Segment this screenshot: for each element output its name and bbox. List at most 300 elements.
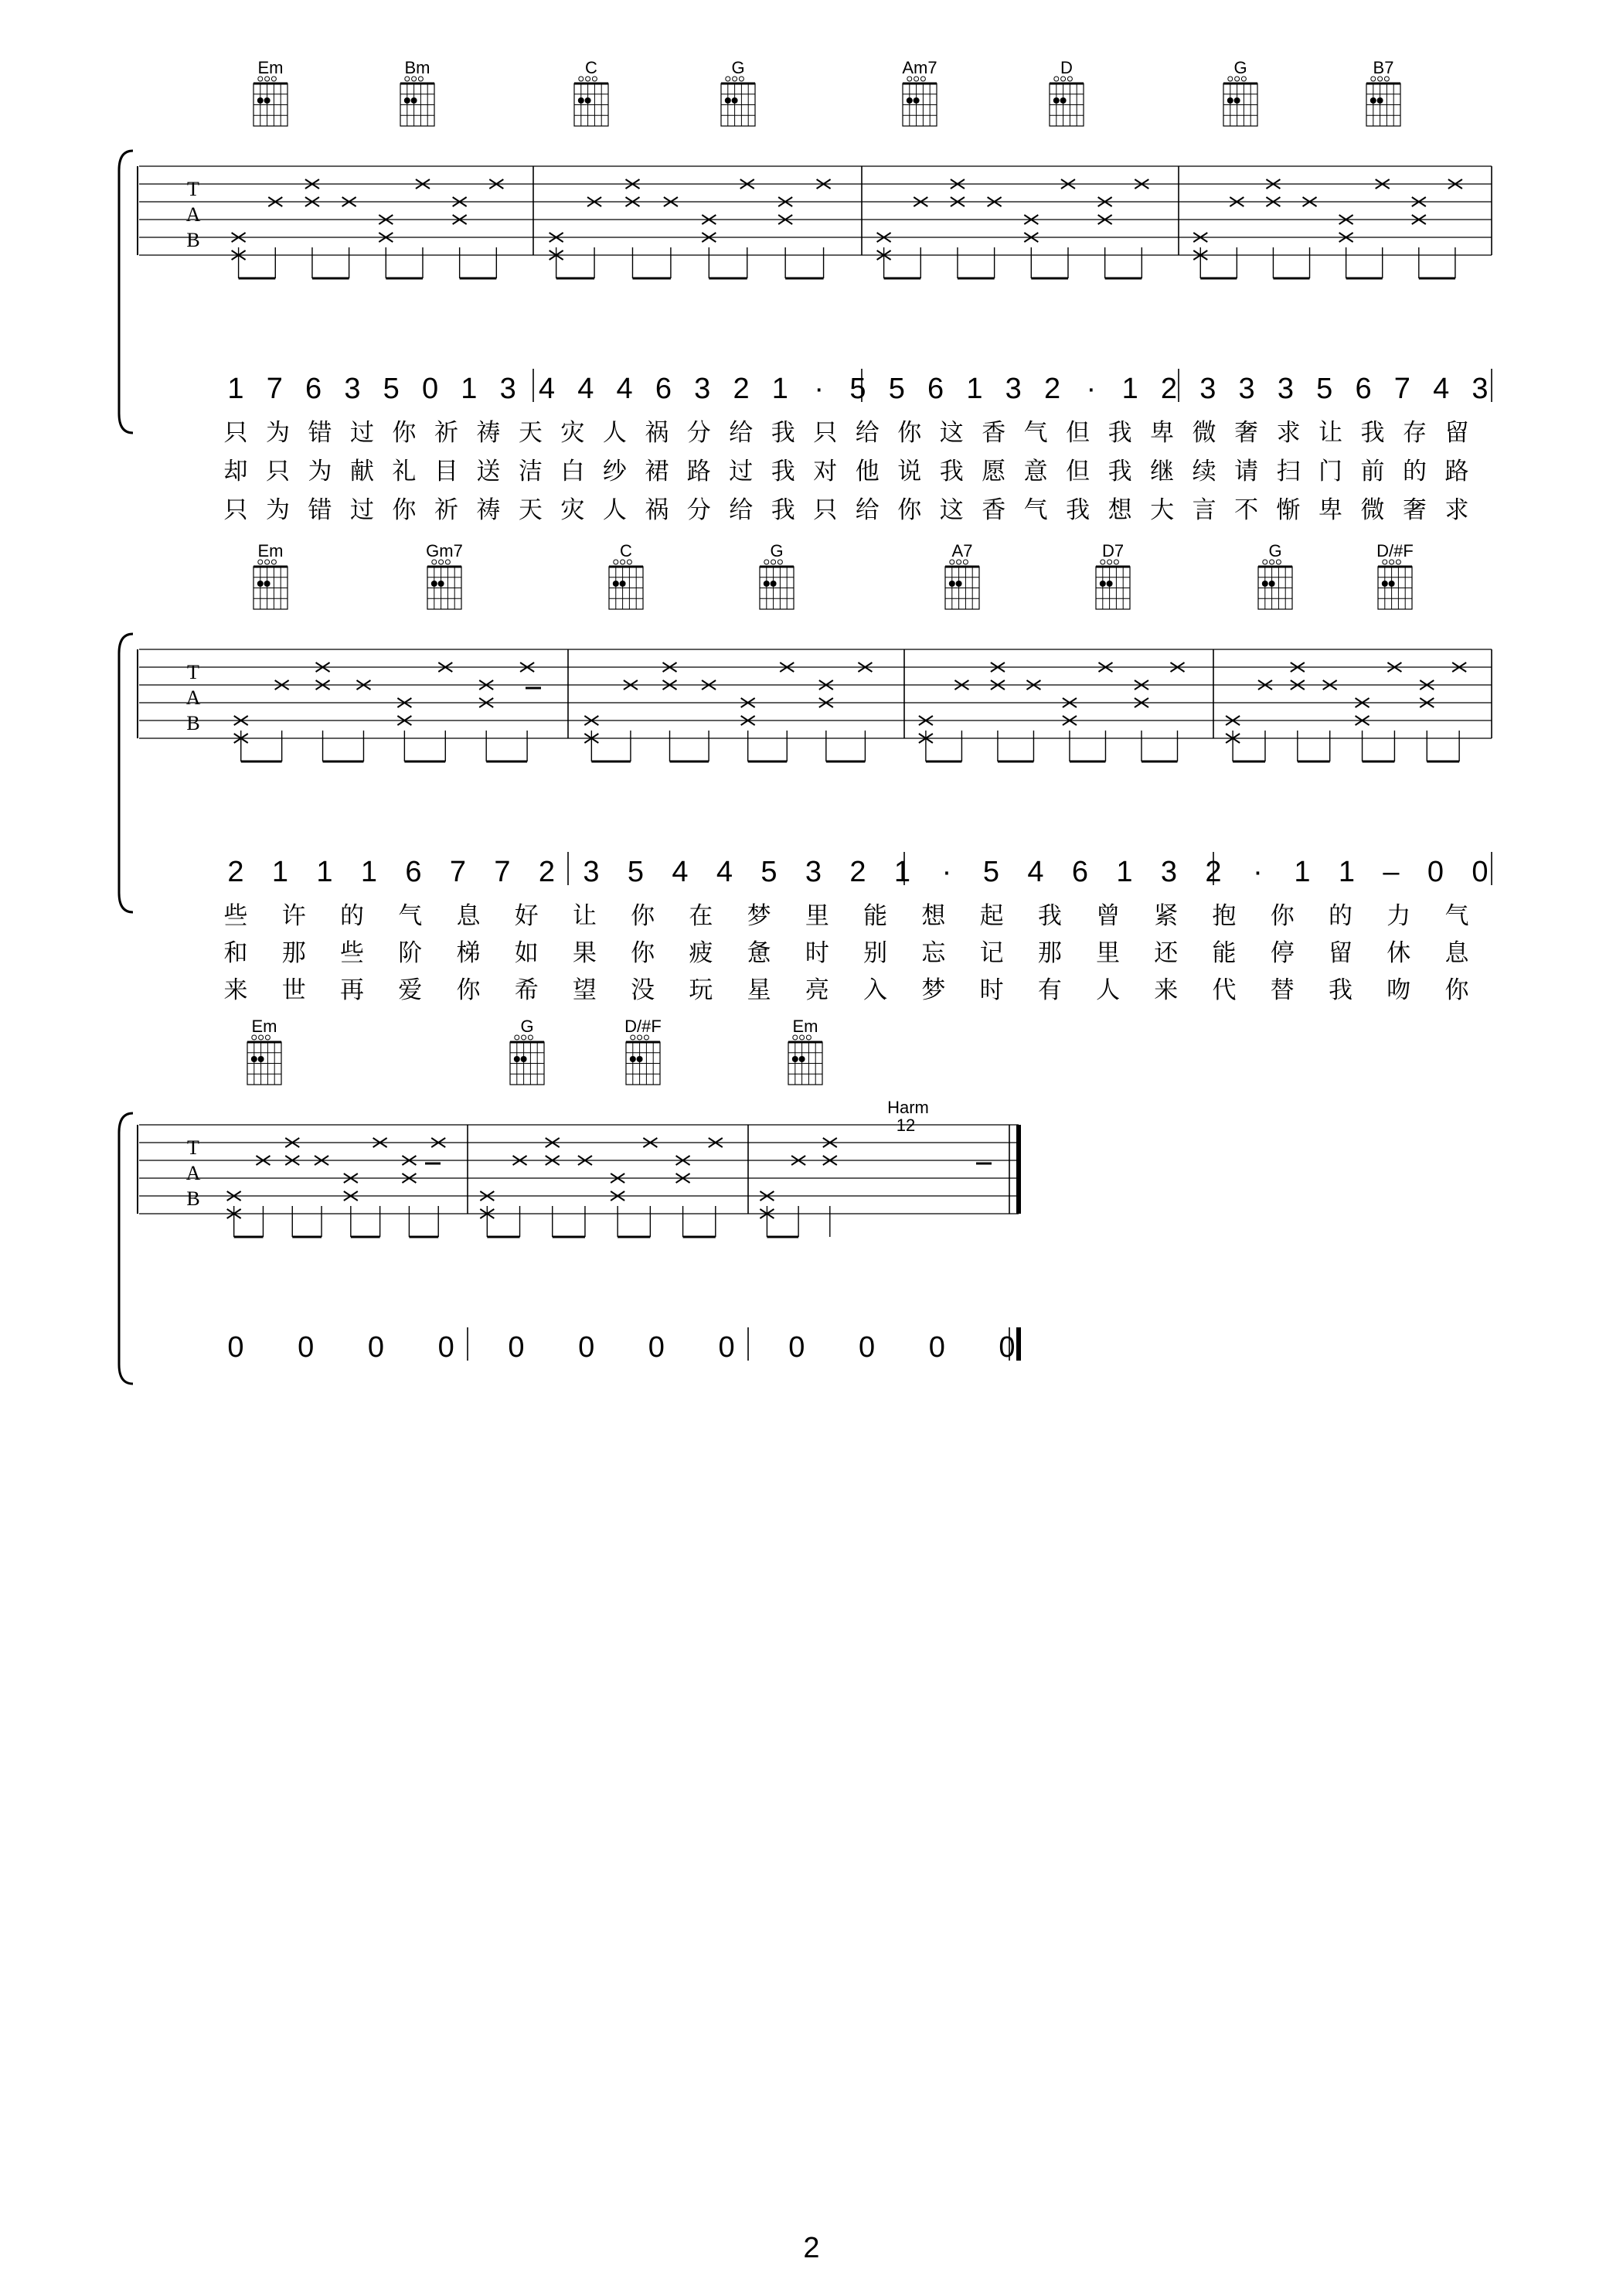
- jianpu-note: 6: [305, 373, 322, 405]
- lyric-char: 想: [921, 902, 946, 930]
- jianpu-note: –: [1383, 856, 1400, 888]
- jianpu-note: 0: [578, 1331, 595, 1364]
- lyric-char: 里: [805, 902, 829, 930]
- jianpu-note: 7: [266, 373, 283, 405]
- finger-dot: [907, 97, 913, 104]
- lyric-char: 我: [1360, 419, 1385, 447]
- finger-dot: [1060, 97, 1067, 104]
- lyric-char: 再: [339, 976, 364, 1004]
- lyric-char: 爱: [398, 976, 423, 1004]
- jianpu-note: 1: [271, 856, 289, 888]
- lyric-char: 来: [1154, 976, 1179, 1004]
- tab-clef-letter: A: [185, 1162, 201, 1184]
- lyric-char: 时: [979, 976, 1004, 1004]
- lyric-char: 天: [518, 419, 543, 447]
- open-string-dot: [1054, 77, 1059, 81]
- jianpu-note: 4: [716, 856, 733, 888]
- chord-name: Gm7: [426, 541, 463, 560]
- jianpu-note: 0: [648, 1331, 665, 1364]
- lyric-char: 为: [308, 458, 332, 485]
- lyric-char: 继: [1150, 458, 1175, 485]
- jianpu-note: 5: [888, 373, 905, 405]
- chord-diagram: [609, 541, 643, 609]
- lyric-char: 惭: [1276, 496, 1301, 524]
- lyric-char: 送: [476, 458, 501, 485]
- finger-dot: [725, 97, 731, 104]
- chord-diagram: [721, 58, 755, 126]
- lyric-char: 的: [1403, 458, 1427, 485]
- lyric-char: 曾: [1096, 902, 1121, 930]
- lyric-char: 灾: [560, 496, 585, 524]
- jianpu-note: 1: [1294, 856, 1311, 888]
- open-string-dot: [1228, 77, 1233, 81]
- lyric-char: 扫: [1276, 458, 1301, 485]
- lyric-char: 想: [1108, 496, 1132, 524]
- finger-dot: [771, 581, 777, 587]
- lyric-char: 那: [281, 939, 306, 967]
- lyric-char: 阶: [398, 939, 423, 967]
- jianpu-note: 0: [508, 1331, 525, 1364]
- chord-name: Em: [792, 1017, 818, 1036]
- lyric-char: 气: [1444, 902, 1469, 930]
- chord-diagram: [253, 58, 288, 126]
- jianpu-note: 7: [1393, 373, 1410, 405]
- lyric-char: 纱: [602, 458, 627, 485]
- lyric-char: 献: [349, 458, 374, 485]
- lyric-char: 世: [281, 976, 306, 1004]
- lyric-char: 气: [1023, 496, 1048, 524]
- jianpu-note: 3: [1472, 373, 1489, 405]
- jianpu-note: 6: [1071, 856, 1089, 888]
- tab-clef-letter: B: [186, 1187, 200, 1210]
- lyric-char: 路: [1444, 458, 1469, 485]
- jianpu-note: 4: [672, 856, 689, 888]
- lyric-char: 亮: [805, 976, 829, 1004]
- lyric-char: 在: [689, 902, 713, 930]
- lyric-char: 裙: [645, 458, 669, 485]
- chord-name: Am7: [902, 58, 937, 77]
- chord-name: Em: [257, 541, 284, 560]
- chord-diagram: [1096, 541, 1130, 609]
- open-string-dot: [579, 77, 584, 81]
- jianpu-note: ·: [1253, 856, 1263, 888]
- lyric-char: 香: [982, 419, 1006, 447]
- lyric-char: 愿: [982, 458, 1006, 485]
- lyric-char: 过: [729, 458, 754, 485]
- lyric-char: 休: [1387, 939, 1411, 967]
- lyric-char: 微: [1360, 496, 1385, 524]
- jianpu-note: 3: [1277, 373, 1295, 405]
- lyric-char: 气: [1023, 419, 1048, 447]
- tab-clef-letter: T: [187, 178, 199, 200]
- lyric-char: 但: [1066, 458, 1091, 485]
- jianpu-note: 4: [616, 373, 633, 405]
- chord-diagram: [400, 58, 434, 126]
- jianpu-note: ·: [941, 856, 952, 888]
- finger-dot: [613, 581, 619, 587]
- lyric-char: 过: [349, 419, 374, 447]
- jianpu-note: 6: [655, 373, 672, 405]
- lyric-char: 疲: [689, 939, 713, 967]
- jianpu-note: 1: [1116, 856, 1133, 888]
- jianpu-note: 5: [627, 856, 645, 888]
- finger-dot: [257, 97, 264, 104]
- lyric-char: 为: [265, 496, 290, 524]
- lyric-char: 目: [434, 458, 458, 485]
- lyric-char: 只: [813, 419, 838, 447]
- open-string-dot: [515, 1035, 519, 1040]
- finger-dot: [1100, 581, 1106, 587]
- lyric-char: 梦: [921, 976, 946, 1004]
- finger-dot: [630, 1056, 636, 1062]
- lyric-char: 抱: [1212, 902, 1237, 930]
- finger-dot: [578, 97, 584, 104]
- finger-dot: [1377, 97, 1383, 104]
- jianpu-note: 1: [461, 373, 478, 405]
- lyric-char: 错: [308, 419, 332, 447]
- chord-diagram: [902, 58, 937, 126]
- jianpu-note: 3: [1199, 373, 1216, 405]
- finger-dot: [956, 581, 962, 587]
- lyric-char: 时: [805, 939, 829, 967]
- lyric-char: 起: [979, 902, 1004, 930]
- jianpu-note: 2: [849, 856, 866, 888]
- lyric-char: 让: [1318, 419, 1343, 447]
- lyric-char: 的: [339, 902, 364, 930]
- chord-diagram: [1050, 58, 1084, 126]
- jianpu-note: 2: [1205, 856, 1222, 888]
- lyric-char: 路: [686, 458, 711, 485]
- chord-diagram: [247, 1017, 281, 1085]
- chord-diagram: [1258, 541, 1292, 609]
- lyric-char: 人: [1096, 976, 1121, 1004]
- lyric-char: 我: [1329, 976, 1353, 1004]
- chord-diagram: [1223, 58, 1257, 126]
- harmonic-fret: 12: [896, 1116, 916, 1135]
- lyric-char: 你: [1444, 976, 1469, 1004]
- jianpu-note: 4: [538, 373, 556, 405]
- finger-dot: [514, 1056, 520, 1062]
- lyric-char: 那: [1037, 939, 1062, 967]
- lyric-char: 些: [223, 902, 248, 930]
- jianpu-note: 5: [1316, 373, 1333, 405]
- lyric-char: 这: [939, 419, 964, 447]
- lyric-char: 来: [223, 976, 248, 1004]
- finger-dot: [1107, 581, 1113, 587]
- lyric-char: 息: [1444, 939, 1469, 967]
- jianpu-note: 3: [1238, 373, 1255, 405]
- jianpu-note: 2: [227, 856, 244, 888]
- chord-name: G: [1233, 58, 1247, 77]
- lyric-char: 能: [863, 902, 888, 930]
- jianpu-note: 3: [694, 373, 711, 405]
- lyric-char: 祷: [476, 419, 501, 447]
- jianpu-note: 6: [405, 856, 422, 888]
- jianpu-note: 1: [1338, 856, 1356, 888]
- finger-dot: [264, 97, 270, 104]
- jianpu-note: 2: [1043, 373, 1061, 405]
- finger-dot: [949, 581, 955, 587]
- finger-dot: [521, 1056, 527, 1062]
- chord-diagram: [624, 1017, 662, 1085]
- lyric-char: 你: [1270, 902, 1295, 930]
- lyric-char: 留: [1444, 419, 1469, 447]
- lyric-char: 留: [1329, 939, 1353, 967]
- lyric-char: 卑: [1150, 419, 1175, 447]
- chord-name: Em: [257, 58, 284, 77]
- lyric-char: 不: [1234, 496, 1259, 524]
- chord-diagram: [426, 541, 463, 609]
- lyric-char: 祈: [434, 419, 458, 447]
- lyric-char: 吻: [1387, 976, 1411, 1004]
- lyric-char: 门: [1318, 458, 1343, 485]
- jianpu-note: 1: [1121, 373, 1138, 405]
- chord-name: D/#F: [624, 1017, 662, 1036]
- finger-dot: [637, 1056, 643, 1062]
- lyric-char: 你: [897, 419, 922, 447]
- jianpu-note: 5: [383, 373, 400, 405]
- system-2: [119, 541, 1492, 1004]
- lyric-char: 卑: [1318, 496, 1343, 524]
- lyric-char: 言: [1192, 496, 1216, 524]
- lyric-char: 你: [456, 976, 481, 1004]
- jianpu-note: 3: [805, 856, 822, 888]
- chord-diagram: [574, 58, 608, 126]
- chord-name: A7: [951, 541, 973, 560]
- jianpu-note: 5: [760, 856, 777, 888]
- lyric-char: 请: [1234, 458, 1259, 485]
- finger-dot: [411, 97, 417, 104]
- lyric-char: 力: [1387, 902, 1411, 930]
- harmonic-label: Harm: [887, 1098, 929, 1117]
- lyric-char: 白: [560, 458, 585, 485]
- finger-dot: [251, 1056, 257, 1062]
- jianpu-note: 0: [367, 1331, 385, 1364]
- lyric-char: 还: [1154, 939, 1179, 967]
- lyric-char: 你: [392, 496, 417, 524]
- chord-name: G: [770, 541, 784, 560]
- jianpu-note: 1: [360, 856, 378, 888]
- lyric-char: 祷: [476, 496, 501, 524]
- lyric-char: 只: [223, 496, 248, 524]
- lyric-char: 给: [729, 419, 754, 447]
- lyric-char: 惫: [747, 939, 771, 967]
- lyric-char: 代: [1212, 976, 1237, 1004]
- tab-clef-letter: A: [185, 203, 201, 226]
- lyric-char: 存: [1403, 419, 1427, 447]
- lyric-char: 但: [1066, 419, 1091, 447]
- jianpu-note: 5: [982, 856, 1000, 888]
- lyric-char: 分: [686, 419, 711, 447]
- system-1: [119, 58, 1492, 524]
- lyric-char: 忘: [921, 939, 946, 967]
- jianpu-note: 0: [1427, 856, 1444, 888]
- chord-name: G: [731, 58, 745, 77]
- lyric-char: 祈: [434, 496, 458, 524]
- finger-dot: [438, 581, 444, 587]
- lyric-char: 我: [1066, 496, 1091, 524]
- system-bracket: [119, 634, 133, 912]
- finger-dot: [257, 581, 264, 587]
- lyric-char: 求: [1444, 496, 1469, 524]
- finger-dot: [914, 97, 920, 104]
- jianpu-note: 3: [499, 373, 516, 405]
- lyric-char: 你: [392, 419, 417, 447]
- jianpu-note: 2: [733, 373, 750, 405]
- open-string-dot: [614, 560, 618, 564]
- lyric-char: 错: [308, 496, 332, 524]
- jianpu-note: 2: [1160, 373, 1178, 405]
- lyric-char: 给: [855, 419, 880, 447]
- system-3: [119, 1017, 1019, 1384]
- lyric-char: 前: [1360, 458, 1385, 485]
- lyric-char: 他: [855, 458, 880, 485]
- lyric-char: 别: [863, 939, 888, 967]
- lyric-char: 我: [939, 458, 964, 485]
- finger-dot: [404, 97, 410, 104]
- chord-name: Em: [251, 1017, 277, 1036]
- jianpu-note: 6: [1355, 373, 1372, 405]
- lyric-char: 你: [631, 902, 655, 930]
- jianpu-note: 0: [298, 1331, 315, 1364]
- lyric-char: 希: [514, 976, 539, 1004]
- finger-dot: [1370, 97, 1376, 104]
- lyric-char: 灾: [560, 419, 585, 447]
- chord-diagram: [1366, 58, 1400, 126]
- system-bracket: [119, 1113, 133, 1384]
- lyric-char: 人: [602, 419, 627, 447]
- lyric-char: 你: [631, 939, 655, 967]
- jianpu-note: 1: [771, 373, 788, 405]
- chord-diagram: [760, 541, 794, 609]
- tab-clef-letter: T: [187, 661, 199, 683]
- lyric-char: 求: [1276, 419, 1301, 447]
- finger-dot: [1389, 581, 1395, 587]
- finger-dot: [1053, 97, 1060, 104]
- jianpu-note: 0: [1472, 856, 1489, 888]
- lyric-char: 有: [1037, 976, 1062, 1004]
- chord-name: Bm: [404, 58, 430, 77]
- chord-diagram: [253, 541, 288, 609]
- jianpu-note: 5: [849, 373, 866, 405]
- lyric-char: 些: [339, 939, 364, 967]
- lyric-char: 奢: [1234, 419, 1259, 447]
- finger-dot: [585, 97, 591, 104]
- jianpu-note: 7: [494, 856, 511, 888]
- jianpu-note: 1: [893, 856, 911, 888]
- open-string-dot: [764, 560, 769, 564]
- jianpu-note: 4: [1433, 373, 1450, 405]
- chord-name: B7: [1373, 58, 1394, 77]
- chord-name: D7: [1101, 541, 1125, 560]
- finger-dot: [764, 581, 770, 587]
- lyric-char: 香: [982, 496, 1006, 524]
- lyric-char: 紧: [1154, 902, 1179, 930]
- lyric-char: 果: [572, 939, 597, 967]
- open-string-dot: [726, 77, 730, 81]
- jianpu-note: 3: [1005, 373, 1022, 405]
- lyric-char: 微: [1192, 419, 1216, 447]
- tab-clef-letter: B: [186, 712, 200, 734]
- lyric-char: 意: [1023, 458, 1048, 485]
- lyric-char: 洁: [518, 458, 543, 485]
- lyric-char: 祸: [645, 419, 669, 447]
- chord-name: D/#F: [1376, 541, 1414, 560]
- lyric-char: 只: [265, 458, 290, 485]
- lyric-char: 替: [1270, 976, 1295, 1004]
- lyric-char: 能: [1212, 939, 1237, 967]
- finger-dot: [620, 581, 626, 587]
- lyric-char: 祸: [645, 496, 669, 524]
- tab-clef-letter: A: [185, 686, 201, 709]
- chord-name: G: [1268, 541, 1282, 560]
- jianpu-note: 0: [718, 1331, 735, 1364]
- lyric-char: 记: [979, 939, 1004, 967]
- lyric-char: 为: [265, 419, 290, 447]
- lyric-char: 星: [747, 976, 771, 1004]
- jianpu-note: 2: [538, 856, 556, 888]
- lyric-char: 我: [771, 419, 795, 447]
- lyric-char: 只: [813, 496, 838, 524]
- finger-dot: [1382, 581, 1388, 587]
- lyric-char: 望: [572, 976, 597, 1004]
- lyric-char: 却: [223, 458, 248, 485]
- lyric-char: 停: [1270, 939, 1295, 967]
- lyric-char: 只: [223, 419, 248, 447]
- jianpu-note: 6: [927, 373, 944, 405]
- lyric-char: 入: [863, 976, 888, 1004]
- lyric-char: 我: [1037, 902, 1062, 930]
- lyric-char: 让: [572, 902, 597, 930]
- lyric-char: 给: [729, 496, 754, 524]
- jianpu-note: 0: [227, 1331, 244, 1364]
- lyric-char: 许: [281, 902, 306, 930]
- lyric-char: 人: [602, 496, 627, 524]
- tab-clef-letter: B: [186, 229, 200, 251]
- jianpu-note: 0: [421, 373, 439, 405]
- lyric-char: 天: [518, 496, 543, 524]
- chord-diagram: [788, 1017, 822, 1085]
- jianpu-note: 3: [583, 856, 600, 888]
- finger-dot: [1269, 581, 1275, 587]
- system-bracket: [119, 151, 133, 433]
- lyric-char: 我: [1108, 458, 1132, 485]
- jianpu-note: 4: [577, 373, 594, 405]
- lyric-char: 里: [1096, 939, 1121, 967]
- jianpu-note: 0: [928, 1331, 945, 1364]
- chord-diagram: [945, 541, 979, 609]
- jianpu-note: ·: [814, 373, 825, 405]
- jianpu-note: 0: [788, 1331, 805, 1364]
- lyric-char: 礼: [392, 458, 417, 485]
- lyric-char: 好: [514, 902, 539, 930]
- lyric-char: 这: [939, 496, 964, 524]
- chord-diagram: [510, 1017, 544, 1085]
- chord-name: C: [585, 58, 597, 77]
- jianpu-note: 1: [227, 373, 244, 405]
- jianpu-note: 7: [449, 856, 467, 888]
- lyric-char: 没: [631, 976, 655, 1004]
- lyric-char: 和: [223, 939, 248, 967]
- lyric-char: 说: [897, 458, 922, 485]
- finger-dot: [1227, 97, 1233, 104]
- finger-dot: [1234, 97, 1240, 104]
- lyric-char: 我: [771, 496, 795, 524]
- open-string-dot: [1263, 560, 1267, 564]
- chord-name: C: [620, 541, 632, 560]
- lyric-char: 大: [1150, 496, 1175, 524]
- jianpu-note: 0: [437, 1331, 454, 1364]
